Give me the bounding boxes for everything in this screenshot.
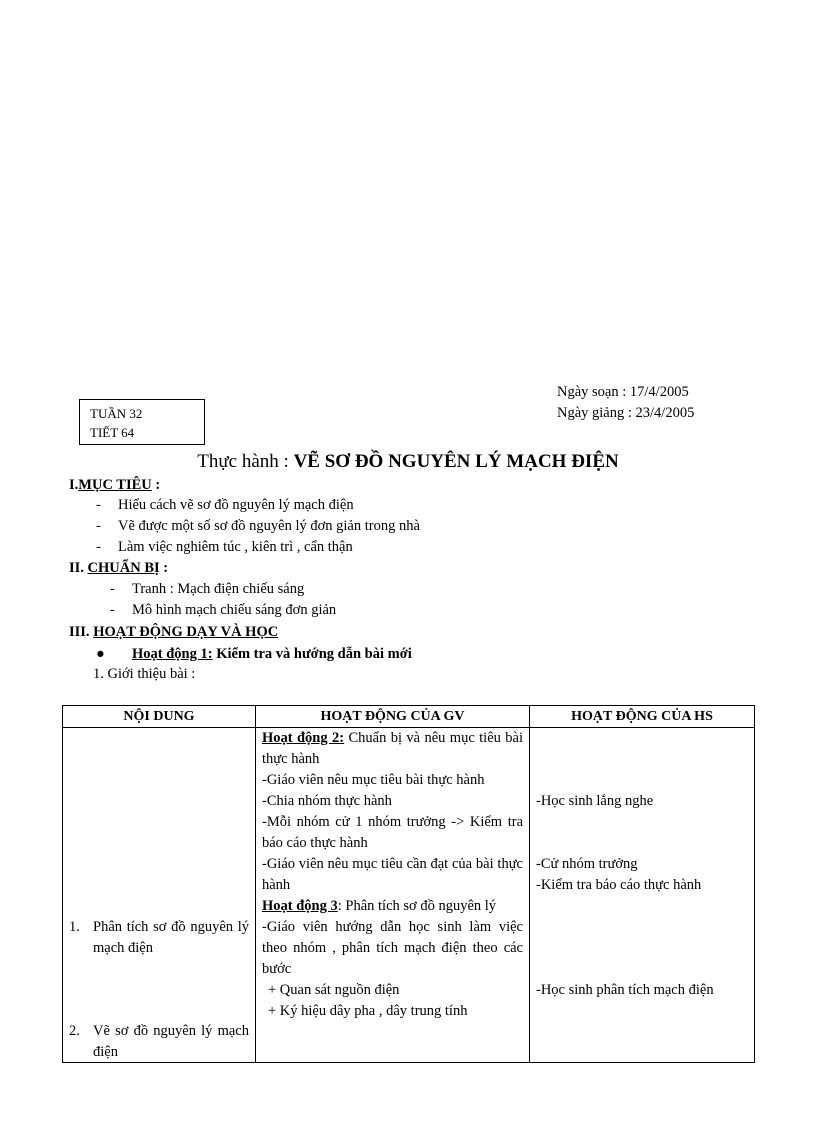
- gv-hd3: Hoạt động 3: Phân tích sơ đồ nguyên lý: [262, 898, 497, 914]
- section3-num: III.: [69, 624, 90, 640]
- section2-title: CHUẨN BỊ: [87, 560, 160, 576]
- hd3-label: Hoạt động 3: [262, 898, 338, 914]
- gv-line: -Mỗi nhóm cử 1 nhóm trưởng -> Kiểm tra báo cáo thực hành: [262, 814, 523, 851]
- lesson-table: [62, 705, 755, 1063]
- hs-line: -Học sinh lắng nghe: [536, 793, 654, 809]
- tiet-label: TIẾT 64: [90, 425, 135, 440]
- section2-suffix: :: [159, 560, 169, 576]
- ngay-soan: Ngày soạn : 17/4/2005: [557, 384, 689, 400]
- gv-line: -Giáo viên nêu mục tiêu cần đạt của bài thực hành: [262, 856, 523, 893]
- hd2-label: Hoạt động 2:: [262, 730, 345, 746]
- section2-item: - Mô hình mạch chiếu sáng đơn giản: [110, 602, 337, 618]
- table-row: [63, 728, 755, 1063]
- header-gv: HOẠT ĐỘNG CỦA GV: [256, 706, 530, 728]
- section2-item: - Tranh : Mạch điện chiếu sáng: [110, 581, 305, 597]
- activity1-line: [96, 644, 412, 665]
- section1-item: - Vẽ được một số sơ đồ nguyên lý đơn giản trong nhà: [96, 518, 420, 534]
- gv-line: -Chia nhóm thực hành: [262, 793, 392, 809]
- gv-line: -Giáo viên nêu mục tiêu bài thực hành: [262, 772, 485, 788]
- bullet-icon: ●: [96, 646, 105, 662]
- section1-title: MỤC TIÊU: [78, 477, 152, 493]
- title-main: VẼ SƠ ĐỒ NGUYÊN LÝ MẠCH ĐIỆN: [293, 451, 619, 472]
- header-noi-dung: NỘI DUNG: [63, 706, 256, 728]
- gv-hd2: Hoạt động 2: Chuẩn bị và nêu mục tiêu bài thực hành: [262, 730, 523, 767]
- noi-dung-item: 1. Phân tích sơ đồ nguyên lý mạch điện: [69, 919, 249, 956]
- gv-line: + Ký hiệu dây pha , dây trung tính: [268, 1003, 468, 1019]
- section1-item: - Làm việc nghiêm túc , kiên trì , cẩn thận: [96, 539, 353, 555]
- hs-line: -Cử nhóm trưởng: [536, 856, 638, 872]
- gv-cell: [256, 728, 530, 1063]
- section2-num: II.: [69, 560, 84, 576]
- header-hs: HOẠT ĐỘNG CỦA HS: [530, 706, 755, 728]
- intro-step: 1. Giới thiệu bài :: [93, 666, 196, 682]
- tuan-label: TUẦN 32: [90, 406, 143, 421]
- section3-heading: [69, 622, 278, 643]
- tuan-tiet-box: [79, 399, 205, 445]
- section1-item: - Hiểu cách vẽ sơ đồ nguyên lý mạch điện: [96, 497, 354, 513]
- section1-heading: [69, 475, 160, 496]
- noi-dung-item: 2. Vẽ sơ đồ nguyên lý mạch điện: [69, 1023, 249, 1060]
- section2-heading: [69, 558, 168, 579]
- activity1-label: Hoạt động 1:: [132, 646, 213, 662]
- ngay-giang: Ngày giảng : 23/4/2005: [557, 405, 695, 421]
- gv-line: + Quan sát nguồn điện: [268, 982, 400, 998]
- gv-line: -Giáo viên hướng dẫn học sinh làm việc theo nhóm , phân tích mạch điện theo các bước: [262, 919, 523, 977]
- table-header-row: [63, 706, 755, 728]
- noi-dung-cell: [63, 728, 256, 1063]
- section1-num: I.: [69, 477, 79, 493]
- title-prefix: Thực hành :: [197, 451, 294, 472]
- section1-suffix: :: [151, 477, 161, 493]
- activity1-text: Kiểm tra và hướng dẫn bài mới: [212, 646, 412, 662]
- hs-cell: [530, 728, 755, 1063]
- section3-title: HOẠT ĐỘNG DẠY VÀ HỌC: [93, 624, 279, 640]
- hs-line: -Học sinh phân tích mạch điện: [536, 982, 714, 998]
- dates-block: [557, 382, 694, 424]
- page-title: [0, 450, 816, 474]
- hs-line: -Kiểm tra báo cáo thực hành: [536, 877, 702, 893]
